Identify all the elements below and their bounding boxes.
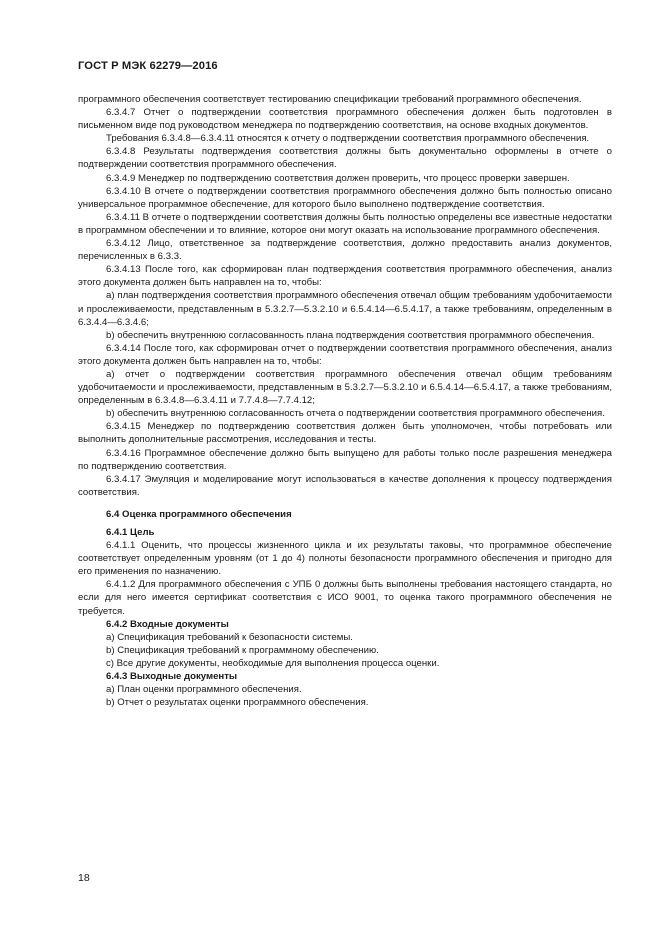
paragraph: 6.3.4.12 Лицо, ответственное за подтверждение соответствия, должно предоставить анализ документов, перечисленных в 6.3.3. [78,238,612,263]
paragraph: 6.3.4.8 Результаты подтверждения соответствия должны быть документально оформлены в отчете о подтверждении соответствия программного обеспечения. [78,146,612,171]
page-number: 18 [78,872,90,884]
document-header: ГОСТ Р МЭК 62279—2016 [78,60,218,72]
list-item: a) Спецификация требований к безопасности системы. [106,631,353,643]
list-item: b) Отчет о результатах оценки программного обеспечения. [106,697,369,709]
list-item: c) Все другие документы, необходимые для выполнения процесса оценки. [106,657,440,669]
paragraph: 6.3.4.9 Менеджер по подтверждению соответствия должен проверить, что процесс проверки завершен. [106,172,570,184]
list-item: a) отчет о подтверждении соответствия программного обеспечения отвечал общим требованиям удобочитаемости и прослеживаемости, представленным в 5.3.2.7—5.3.2.10 и 6.5.4.14—6.5.4.17, а также требованиям, определенным в 6.3.4.8—6.3.4.11 и 7.7.4.8—7.7.4.12; [78,368,612,407]
subsection-heading: 6.4.1 Цель [106,527,155,538]
list-item: a) план подтверждения соответствия программного обеспечения отвечал общим требованиям удобочитаемости и прослеживаемости, представленным в 5.3.2.7—5.3.2.10 и 6.5.4.14—6.5.4.17, а также требованиям, определенным в 6.3.4.4—6.3.4.6; [78,290,612,328]
list-item: b) обеспечить внутреннюю согласованность отчета о подтверждении соответствия программного обеспечения. [106,408,605,420]
paragraph: 6.3.4.17 Эмуляция и моделирование могут использоваться в качестве дополнения к процессу подтверждения соответствия. [78,473,612,498]
list-item: b) Спецификация требований к программному обеспечению. [106,644,379,656]
page-body [78,93,612,709]
paragraph: 6.4.1.2 Для программного обеспечения с УПБ 0 должны быть выполнены требования настоящего стандарта, но если для него имеется сертификат соответствия с ИСО 9001, то оценка такого программного обеспечения не требуется. [78,579,612,617]
paragraph: 6.3.4.13 После того, как сформирован план подтверждения соответствия программного обеспечения, анализ этого документа должен быть направлен на то, чтобы: [78,264,612,289]
paragraph: Требования 6.3.4.8—6.3.4.11 относятся к отчету о подтверждении соответствия программного обеспечения. [106,133,590,145]
paragraph: 6.3.4.16 Программное обеспечение должно быть выпущено для работы только после разрешения менеджера по подтверждению соответствия. [78,447,612,472]
subsection-heading: 6.4.3 Выходные документы [106,671,238,683]
paragraph: 6.3.4.14 После того, как сформирован отчет о подтверждении соответствия программного обеспечения, анализ этого документа должен быть направлен на то, чтобы: [78,342,612,367]
paragraph: 6.3.4.7 Отчет о подтверждении соответствия программного обеспечения должен быть подготовлен в письменном виде под руководством менеджера по подтверждению соответствия, на основе входных документов. [78,107,612,132]
paragraph: 6.3.4.10 В отчете о подтверждении соответствия программного обеспечения должно быть полностью описано универсальное программное обеспечение, для которого было выполнено подтверждение соответствия. [78,185,612,210]
list-item: b) обеспечить внутреннюю согласованность плана подтверждения соответствия программного обеспечения. [106,329,595,341]
subsection-heading: 6.4.2 Входные документы [106,618,229,630]
list-item: a) План оценки программного обеспечения. [106,684,302,696]
section-heading: 6.4 Оценка программного обеспечения [106,508,292,520]
paragraph: 6.3.4.15 Менеджер по подтверждению соответствия должен быть уполномочен, чтобы потребовать или выполнить дополнительные рассмотрения, исследования и тесты. [78,421,612,446]
paragraph: 6.3.4.11 В отчете о подтверждении соответствия должны быть полностью определены все известные недостатки в программном обеспечении и то влияние, которое они могут оказать на использование программного обеспечения. [78,211,612,236]
paragraph: 6.4.1.1 Оценить, что процессы жизненного цикла и их результаты таковы, что программное обеспечение соответствует определенным уровням (от 1 до 4) полноты безопасности программного обеспечения и пригодно для его применения по назначению. [78,540,612,578]
paragraph: программного обеспечения соответствует тестированию спецификации требований программного обеспечения. [78,94,582,105]
